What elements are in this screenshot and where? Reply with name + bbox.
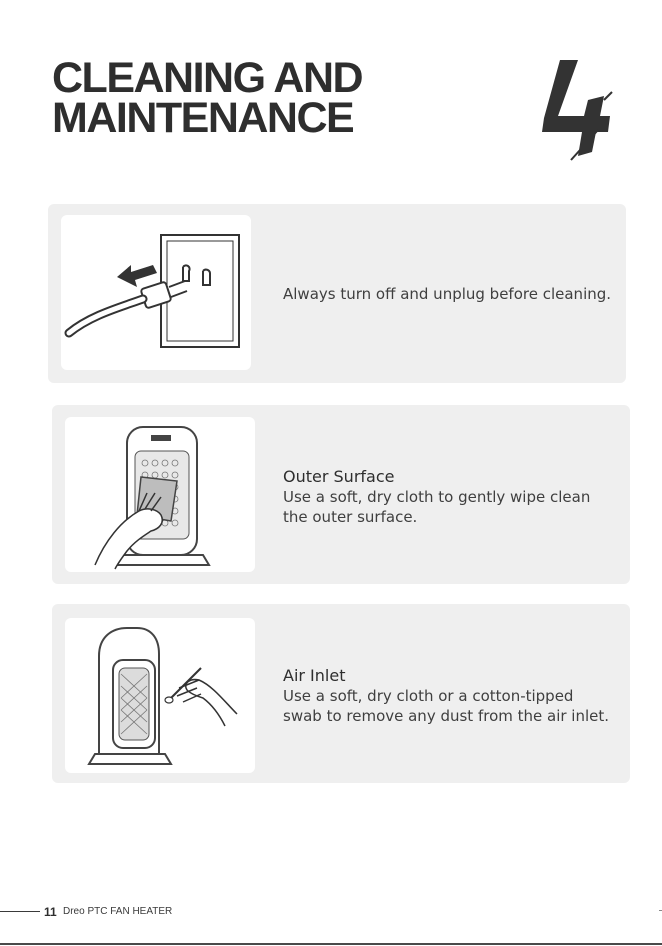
chapter-number (538, 52, 618, 164)
section-body-outer-surface: Use a soft, dry cloth to gently wipe clean the outer surface. (283, 488, 591, 526)
footer-document-title: Dreo PTC FAN HEATER (63, 906, 173, 917)
section-body-unplug: Always turn off and unplug before cleaning. (283, 285, 612, 303)
clean-air-inlet-illustration-icon (65, 618, 255, 773)
footer-rule (0, 911, 40, 912)
section-card-air-inlet (52, 604, 630, 783)
chapter-number-four-icon (538, 52, 618, 164)
section-card-outer-surface (52, 405, 630, 584)
section-card-unplug (48, 204, 626, 383)
page-title-line-2: MAINTENANCE (52, 94, 354, 142)
footer-page-number: 11 (44, 905, 57, 919)
wipe-outer-surface-illustration-icon (65, 417, 255, 572)
section-heading-air-inlet: Air Inlet (283, 666, 346, 685)
page-title (52, 54, 363, 142)
section-text-unplug (283, 284, 613, 304)
page-title-line-1: CLEANING AND (52, 54, 363, 102)
page-bottom-rule (0, 943, 662, 945)
section-text-outer-surface (283, 467, 603, 527)
section-heading-outer-surface: Outer Surface (283, 467, 395, 486)
unplug-illustration-icon (61, 215, 251, 370)
section-text-air-inlet (283, 666, 613, 726)
section-body-air-inlet: Use a soft, dry cloth or a cotton-tipped swab to remove any dust from the air inlet. (283, 687, 610, 725)
